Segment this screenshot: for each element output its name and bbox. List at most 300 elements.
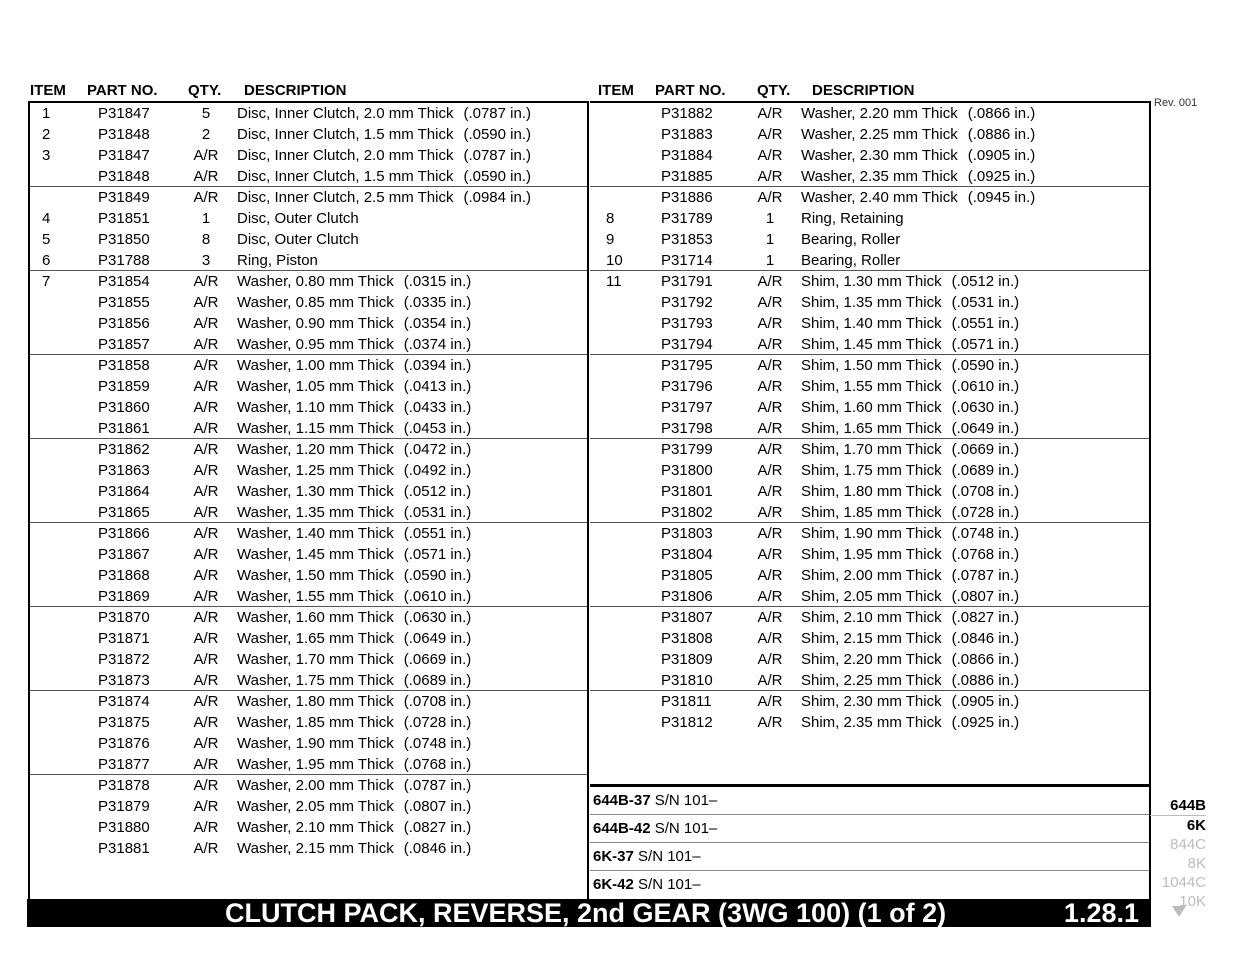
dimension: (.0905 in.) bbox=[951, 693, 1020, 710]
quantity: A/R bbox=[757, 273, 783, 290]
description-cell bbox=[237, 691, 471, 712]
serial-model: 644B-37 bbox=[593, 792, 651, 809]
quantity: 1 bbox=[765, 210, 775, 227]
dimension: (.0866 in.) bbox=[951, 651, 1020, 668]
description: Bearing, Roller bbox=[801, 231, 901, 248]
part-number: P31794 bbox=[661, 336, 713, 353]
quantity: A/R bbox=[193, 504, 219, 521]
description: Shim, 1.85 mm Thick bbox=[801, 504, 942, 521]
serial-row bbox=[590, 787, 1149, 815]
table-row bbox=[30, 649, 587, 670]
table-row bbox=[30, 208, 587, 229]
description: Shim, 1.50 mm Thick bbox=[801, 357, 942, 374]
description: Washer, 1.60 mm Thick bbox=[237, 609, 394, 626]
quantity: A/R bbox=[193, 546, 219, 563]
part-number: P31789 bbox=[661, 210, 713, 227]
description: Washer, 0.90 mm Thick bbox=[237, 315, 394, 332]
dimension: (.0886 in.) bbox=[951, 672, 1020, 689]
quantity: A/R bbox=[193, 798, 219, 815]
serial-number: S/N 101– bbox=[654, 820, 718, 837]
dimension: (.0649 in.) bbox=[403, 630, 472, 647]
dimension: (.0512 in.) bbox=[403, 483, 472, 500]
quantity: A/R bbox=[193, 189, 219, 206]
description: Shim, 1.45 mm Thick bbox=[801, 336, 942, 353]
dimension: (.0531 in.) bbox=[403, 504, 472, 521]
description-cell bbox=[801, 124, 1035, 145]
part-number: P31862 bbox=[98, 441, 150, 458]
quantity: A/R bbox=[757, 609, 783, 626]
serial-number-box bbox=[590, 784, 1151, 901]
dimension: (.0551 in.) bbox=[951, 315, 1020, 332]
description: Washer, 1.15 mm Thick bbox=[237, 420, 394, 437]
quantity: A/R bbox=[757, 630, 783, 647]
quantity: A/R bbox=[193, 714, 219, 731]
quantity: A/R bbox=[193, 357, 219, 374]
table-row bbox=[30, 355, 587, 376]
description-cell bbox=[801, 271, 1019, 292]
description-cell bbox=[237, 313, 471, 334]
table-row bbox=[30, 817, 587, 838]
dimension: (.0728 in.) bbox=[951, 504, 1020, 521]
description-cell bbox=[801, 145, 1035, 166]
part-number: P31886 bbox=[661, 189, 713, 206]
description-cell bbox=[237, 775, 471, 796]
part-number: P31857 bbox=[98, 336, 150, 353]
dimension: (.0551 in.) bbox=[403, 525, 472, 542]
description-cell bbox=[237, 103, 531, 124]
quantity: A/R bbox=[757, 672, 783, 689]
description-cell bbox=[801, 418, 1019, 439]
table-row bbox=[590, 565, 1149, 586]
dimension: (.0689 in.) bbox=[951, 462, 1020, 479]
part-number: P31799 bbox=[661, 441, 713, 458]
quantity: A/R bbox=[193, 168, 219, 185]
item-number: 7 bbox=[42, 273, 51, 290]
part-number: P31885 bbox=[661, 168, 713, 185]
description: Washer, 1.50 mm Thick bbox=[237, 567, 394, 584]
dimension: (.0590 in.) bbox=[463, 126, 531, 143]
description-cell bbox=[801, 355, 1019, 376]
table-row bbox=[30, 397, 587, 418]
page-number: 1.28.1 bbox=[1063, 898, 1139, 928]
part-number: P31864 bbox=[98, 483, 150, 500]
description-cell bbox=[237, 565, 471, 586]
serial-row bbox=[590, 871, 1149, 899]
part-number: P31856 bbox=[98, 315, 150, 332]
table-row bbox=[590, 481, 1149, 502]
dimension: (.0787 in.) bbox=[463, 105, 531, 122]
table-row bbox=[30, 523, 587, 544]
description: Shim, 1.35 mm Thick bbox=[801, 294, 942, 311]
part-number: P31806 bbox=[661, 588, 713, 605]
description-cell bbox=[237, 376, 471, 397]
part-number: P31793 bbox=[661, 315, 713, 332]
table-row bbox=[590, 649, 1149, 670]
dimension: (.0571 in.) bbox=[403, 546, 472, 563]
quantity: A/R bbox=[757, 693, 783, 710]
description-cell bbox=[237, 754, 471, 775]
dimension: (.0453 in.) bbox=[403, 420, 472, 437]
dimension: (.0708 in.) bbox=[951, 483, 1020, 500]
model-tab-8k[interactable]: 8K bbox=[1187, 855, 1206, 872]
part-number: P31858 bbox=[98, 357, 150, 374]
quantity: A/R bbox=[193, 420, 219, 437]
description: Disc, Inner Clutch, 2.0 mm Thick bbox=[237, 105, 454, 122]
table-row bbox=[30, 313, 587, 334]
description: Disc, Inner Clutch, 2.5 mm Thick bbox=[237, 189, 454, 206]
dimension: (.0807 in.) bbox=[951, 588, 1020, 605]
quantity: A/R bbox=[193, 294, 219, 311]
table-row bbox=[30, 586, 587, 607]
item-number: 4 bbox=[42, 210, 51, 227]
part-number: P31800 bbox=[661, 462, 713, 479]
dimension: (.0354 in.) bbox=[403, 315, 472, 332]
table-row bbox=[30, 292, 587, 313]
part-number: P31875 bbox=[98, 714, 150, 731]
table-row bbox=[30, 670, 587, 691]
header-qty-left: QTY. bbox=[188, 82, 222, 99]
model-tab-10k[interactable]: 10K bbox=[1179, 893, 1206, 910]
part-number: P31860 bbox=[98, 399, 150, 416]
table-row bbox=[590, 124, 1149, 145]
part-number: P31884 bbox=[661, 147, 713, 164]
quantity: A/R bbox=[193, 756, 219, 773]
part-number: P31855 bbox=[98, 294, 150, 311]
part-number: P31881 bbox=[98, 840, 150, 857]
part-number: P31873 bbox=[98, 672, 150, 689]
quantity: A/R bbox=[193, 819, 219, 836]
dimension: (.0315 in.) bbox=[403, 273, 472, 290]
item-number: 9 bbox=[606, 231, 615, 248]
description: Shim, 1.40 mm Thick bbox=[801, 315, 942, 332]
description-cell bbox=[801, 523, 1019, 544]
part-number: P31879 bbox=[98, 798, 150, 815]
table-row bbox=[590, 166, 1149, 187]
dimension: (.0492 in.) bbox=[403, 462, 472, 479]
dimension: (.0610 in.) bbox=[403, 588, 472, 605]
table-row bbox=[30, 250, 587, 271]
table-row bbox=[590, 145, 1149, 166]
dimension: (.0394 in.) bbox=[403, 357, 472, 374]
table-row bbox=[30, 166, 587, 187]
description: Disc, Inner Clutch, 2.0 mm Thick bbox=[237, 147, 454, 164]
model-tab-1044c[interactable]: 1044C bbox=[1161, 874, 1206, 891]
quantity: A/R bbox=[193, 483, 219, 500]
item-number: 6 bbox=[42, 252, 51, 269]
part-number: P31811 bbox=[661, 693, 712, 710]
model-nav bbox=[1150, 796, 1206, 911]
quantity: A/R bbox=[757, 315, 783, 332]
description: Shim, 2.15 mm Thick bbox=[801, 630, 942, 647]
table-row bbox=[590, 670, 1149, 691]
description-cell bbox=[237, 271, 471, 292]
part-number: P31861 bbox=[98, 420, 150, 437]
description-cell bbox=[801, 544, 1019, 565]
part-number: P31871 bbox=[98, 630, 150, 647]
table-row bbox=[590, 271, 1149, 292]
table-row bbox=[590, 250, 1149, 271]
table-row bbox=[30, 607, 587, 628]
dimension: (.0335 in.) bbox=[403, 294, 472, 311]
description-cell bbox=[237, 796, 471, 817]
table-row bbox=[590, 376, 1149, 397]
description-cell bbox=[801, 187, 1035, 208]
quantity: 5 bbox=[201, 105, 211, 122]
table-row bbox=[590, 439, 1149, 460]
parts-table-left bbox=[28, 101, 589, 899]
table-row bbox=[30, 103, 587, 124]
table-row bbox=[590, 418, 1149, 439]
revision-label: Rev. 001 bbox=[1154, 97, 1198, 109]
description-cell bbox=[237, 124, 531, 145]
dimension: (.0610 in.) bbox=[951, 378, 1020, 395]
dimension: (.0531 in.) bbox=[951, 294, 1020, 311]
dimension: (.0827 in.) bbox=[403, 819, 472, 836]
description-cell bbox=[237, 397, 471, 418]
description-cell bbox=[237, 166, 531, 187]
table-row bbox=[590, 292, 1149, 313]
table-row bbox=[30, 838, 587, 859]
quantity: A/R bbox=[193, 378, 219, 395]
quantity: A/R bbox=[757, 483, 783, 500]
model-tab-6k[interactable]: 6K bbox=[1150, 815, 1206, 835]
part-number: P31866 bbox=[98, 525, 150, 542]
dimension: (.0630 in.) bbox=[951, 399, 1020, 416]
table-row bbox=[30, 229, 587, 250]
description: Disc, Inner Clutch, 1.5 mm Thick bbox=[237, 168, 454, 185]
description-cell bbox=[237, 250, 328, 271]
parts-table-right bbox=[590, 101, 1151, 785]
description: Washer, 1.95 mm Thick bbox=[237, 756, 394, 773]
part-number: P31791 bbox=[661, 273, 713, 290]
description: Shim, 2.20 mm Thick bbox=[801, 651, 942, 668]
description: Shim, 1.70 mm Thick bbox=[801, 441, 942, 458]
description: Shim, 2.25 mm Thick bbox=[801, 672, 942, 689]
description-cell bbox=[237, 439, 471, 460]
dimension: (.0748 in.) bbox=[403, 735, 472, 752]
description-cell bbox=[237, 145, 531, 166]
description-cell bbox=[801, 397, 1019, 418]
part-number: P31807 bbox=[661, 609, 713, 626]
model-tab-844c[interactable]: 844C bbox=[1170, 836, 1206, 853]
part-number: P31851 bbox=[98, 210, 150, 227]
part-number: P31853 bbox=[661, 231, 713, 248]
quantity: A/R bbox=[193, 651, 219, 668]
description-cell bbox=[237, 418, 471, 439]
description: Washer, 1.85 mm Thick bbox=[237, 714, 394, 731]
table-row bbox=[590, 544, 1149, 565]
quantity: A/R bbox=[757, 168, 783, 185]
description: Ring, Retaining bbox=[801, 210, 904, 227]
description-cell bbox=[801, 502, 1019, 523]
part-number: P31848 bbox=[98, 126, 150, 143]
description: Washer, 2.15 mm Thick bbox=[237, 840, 394, 857]
dimension: (.0413 in.) bbox=[403, 378, 472, 395]
part-number: P31802 bbox=[661, 504, 713, 521]
description: Disc, Outer Clutch bbox=[237, 210, 359, 227]
quantity: A/R bbox=[757, 714, 783, 731]
table-row bbox=[590, 397, 1149, 418]
part-number: P31876 bbox=[98, 735, 150, 752]
description-cell bbox=[237, 229, 369, 250]
page-title: CLUTCH PACK, REVERSE, 2nd GEAR (3WG 100) (1 of 2) bbox=[225, 898, 947, 928]
table-row bbox=[30, 418, 587, 439]
table-row bbox=[30, 187, 587, 208]
description: Shim, 2.35 mm Thick bbox=[801, 714, 942, 731]
dimension: (.0886 in.) bbox=[967, 126, 1036, 143]
description-cell bbox=[237, 628, 471, 649]
item-number: 11 bbox=[606, 273, 622, 290]
description-cell bbox=[801, 376, 1019, 397]
dimension: (.0669 in.) bbox=[951, 441, 1020, 458]
part-number: P31848 bbox=[98, 168, 150, 185]
description-cell bbox=[801, 649, 1019, 670]
serial-row bbox=[590, 815, 1149, 843]
description: Washer, 2.00 mm Thick bbox=[237, 777, 394, 794]
description: Disc, Outer Clutch bbox=[237, 231, 359, 248]
dimension: (.0748 in.) bbox=[951, 525, 1020, 542]
dimension: (.0827 in.) bbox=[951, 609, 1020, 626]
part-number: P31798 bbox=[661, 420, 713, 437]
dimension: (.0689 in.) bbox=[403, 672, 472, 689]
table-row bbox=[30, 145, 587, 166]
description-cell bbox=[801, 670, 1019, 691]
dimension: (.0472 in.) bbox=[403, 441, 472, 458]
quantity: A/R bbox=[757, 189, 783, 206]
quantity: A/R bbox=[193, 693, 219, 710]
table-row bbox=[590, 523, 1149, 544]
dimension: (.0787 in.) bbox=[403, 777, 472, 794]
part-number: P31854 bbox=[98, 273, 150, 290]
part-number: P31849 bbox=[98, 189, 150, 206]
serial-number: S/N 101– bbox=[638, 848, 701, 865]
description: Ring, Piston bbox=[237, 252, 318, 269]
part-number: P31797 bbox=[661, 399, 713, 416]
quantity: A/R bbox=[193, 777, 219, 794]
quantity: A/R bbox=[193, 735, 219, 752]
part-number: P31863 bbox=[98, 462, 150, 479]
description: Washer, 1.55 mm Thick bbox=[237, 588, 394, 605]
dimension: (.0768 in.) bbox=[403, 756, 472, 773]
description: Washer, 1.20 mm Thick bbox=[237, 441, 394, 458]
header-desc-left: DESCRIPTION bbox=[244, 82, 347, 99]
item-number: 8 bbox=[606, 210, 615, 227]
description-cell bbox=[237, 544, 471, 565]
item-number: 2 bbox=[42, 126, 51, 143]
header-item-right: ITEM bbox=[598, 82, 634, 99]
description: Washer, 1.10 mm Thick bbox=[237, 399, 394, 416]
dimension: (.0846 in.) bbox=[403, 840, 472, 857]
down-arrow-icon[interactable] bbox=[1172, 906, 1186, 917]
description: Shim, 2.00 mm Thick bbox=[801, 567, 942, 584]
quantity: A/R bbox=[193, 315, 219, 332]
part-number: P31880 bbox=[98, 819, 150, 836]
part-number: P31805 bbox=[661, 567, 713, 584]
serial-number: S/N 101– bbox=[638, 876, 701, 893]
header-item-left: ITEM bbox=[30, 82, 66, 99]
table-row bbox=[590, 208, 1149, 229]
item-number: 5 bbox=[42, 231, 51, 248]
quantity: A/R bbox=[757, 105, 783, 122]
part-number: P31877 bbox=[98, 756, 150, 773]
table-row bbox=[30, 271, 587, 292]
description-cell bbox=[801, 607, 1019, 628]
part-number: P31867 bbox=[98, 546, 150, 563]
part-number: P31796 bbox=[661, 378, 713, 395]
dimension: (.0925 in.) bbox=[951, 714, 1020, 731]
quantity: A/R bbox=[757, 147, 783, 164]
description: Washer, 2.35 mm Thick bbox=[801, 168, 958, 185]
table-row bbox=[590, 313, 1149, 334]
quantity: 2 bbox=[201, 126, 211, 143]
table-row bbox=[30, 124, 587, 145]
model-tab-644b[interactable]: 644B bbox=[1170, 797, 1206, 814]
quantity: A/R bbox=[757, 294, 783, 311]
serial-number: S/N 101– bbox=[654, 792, 718, 809]
table-row bbox=[30, 628, 587, 649]
description-cell bbox=[237, 292, 471, 313]
description-cell bbox=[237, 460, 471, 481]
description: Washer, 1.75 mm Thick bbox=[237, 672, 394, 689]
description-cell bbox=[801, 313, 1019, 334]
description: Shim, 1.30 mm Thick bbox=[801, 273, 942, 290]
quantity: A/R bbox=[757, 441, 783, 458]
dimension: (.0590 in.) bbox=[951, 357, 1020, 374]
part-number: P31859 bbox=[98, 378, 150, 395]
description: Washer, 2.40 mm Thick bbox=[801, 189, 958, 206]
quantity: A/R bbox=[193, 588, 219, 605]
description: Washer, 1.65 mm Thick bbox=[237, 630, 394, 647]
description-cell bbox=[801, 229, 910, 250]
description: Shim, 1.65 mm Thick bbox=[801, 420, 942, 437]
part-number: P31804 bbox=[661, 546, 713, 563]
serial-model: 6K-37 bbox=[593, 848, 634, 865]
part-number: P31847 bbox=[98, 147, 150, 164]
part-number: P31870 bbox=[98, 609, 150, 626]
quantity: 1 bbox=[765, 231, 775, 248]
description-cell bbox=[237, 670, 471, 691]
description-cell bbox=[237, 607, 471, 628]
item-number: 10 bbox=[606, 252, 623, 269]
table-row bbox=[590, 103, 1149, 124]
description-cell bbox=[237, 208, 369, 229]
description-cell bbox=[801, 250, 910, 271]
dimension: (.0768 in.) bbox=[951, 546, 1020, 563]
description-cell bbox=[801, 334, 1019, 355]
description: Washer, 1.70 mm Thick bbox=[237, 651, 394, 668]
description-cell bbox=[801, 628, 1019, 649]
quantity: A/R bbox=[193, 273, 219, 290]
description-cell bbox=[237, 502, 471, 523]
quantity: 3 bbox=[201, 252, 211, 269]
table-row bbox=[30, 544, 587, 565]
description-cell bbox=[237, 712, 471, 733]
table-row bbox=[30, 439, 587, 460]
quantity: A/R bbox=[757, 126, 783, 143]
description-cell bbox=[237, 649, 471, 670]
table-row bbox=[30, 733, 587, 754]
quantity: A/R bbox=[757, 336, 783, 353]
table-row bbox=[30, 796, 587, 817]
description: Shim, 2.30 mm Thick bbox=[801, 693, 942, 710]
description: Washer, 1.45 mm Thick bbox=[237, 546, 394, 563]
quantity: A/R bbox=[757, 525, 783, 542]
dimension: (.0905 in.) bbox=[967, 147, 1036, 164]
description-cell bbox=[237, 481, 471, 502]
description: Washer, 1.35 mm Thick bbox=[237, 504, 394, 521]
quantity: A/R bbox=[193, 567, 219, 584]
dimension: (.0945 in.) bbox=[967, 189, 1036, 206]
